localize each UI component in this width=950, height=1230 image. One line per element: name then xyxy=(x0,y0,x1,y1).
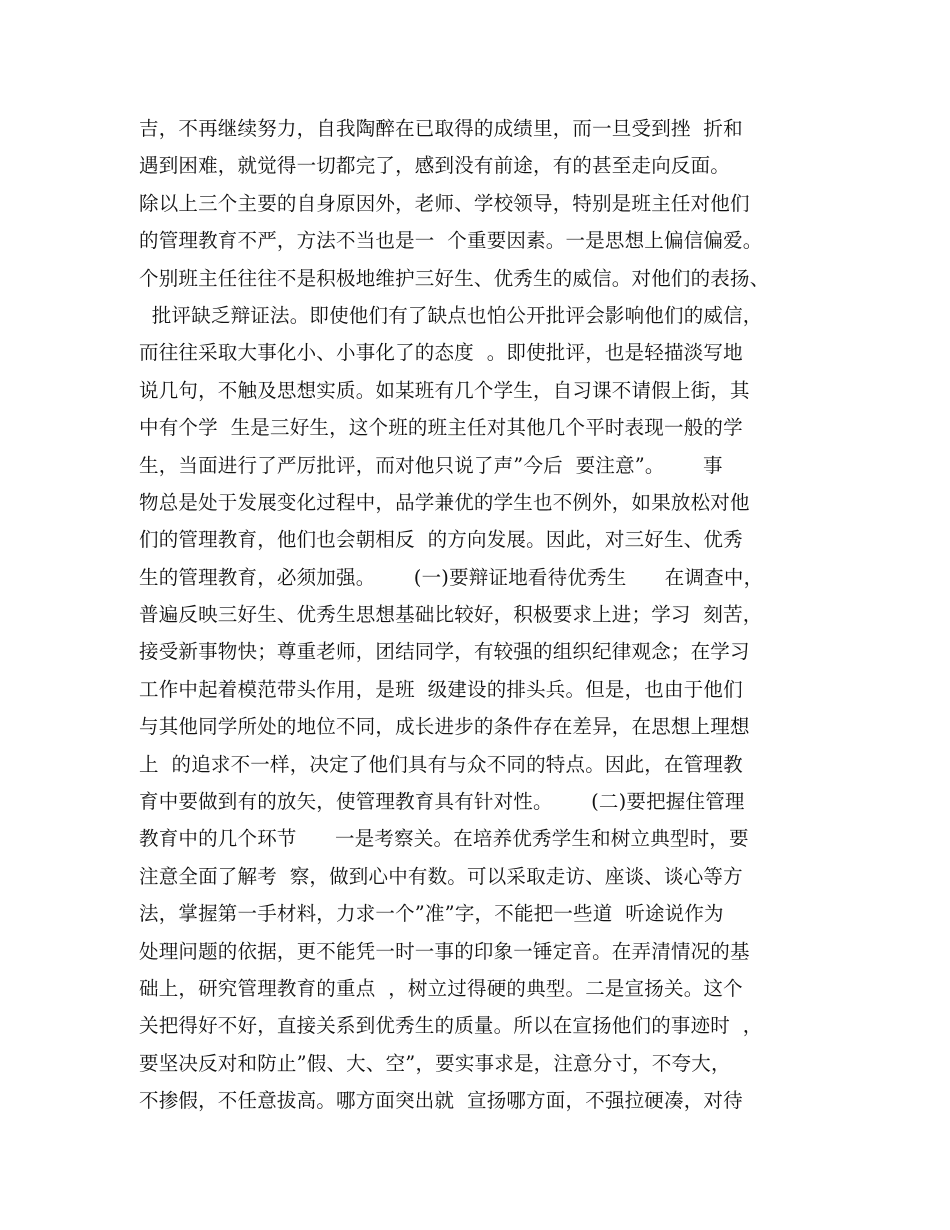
text-line: 物总是处于发展变化过程中，品学兼优的学生也不例外，如果放松对他 xyxy=(139,490,750,514)
text-line: 说几句，不触及思想实质。如某班有几个学生，自习课不请假上街，其 xyxy=(139,378,750,402)
text-line: 生，当面进行了严厉批评，而对他只说了声”今后 要注意”。 事 xyxy=(139,453,723,477)
text-line: 上 的追求不一样，决定了他们具有与众不同的特点。因此，在管理教 xyxy=(139,752,743,776)
text-line: 们的管理教育，他们也会朝相反 的方向发展。因此，对三好生、优秀 xyxy=(139,528,743,552)
text-line: 的管理教育不严，方法不当也是一 个重要因素。一是思想上偏信偏爱。 xyxy=(139,229,763,253)
text-line: 育中要做到有的放矢，使管理教育具有针对性。 (二)要把握住管理 xyxy=(139,790,745,814)
text-line: 不掺假，不任意拔高。哪方面突出就 宣扬哪方面，不强拉硬凑，对待 xyxy=(139,1089,743,1113)
text-line: 要坚决反对和防止”假、大、空”，要实事求是，注意分寸，不夸大， xyxy=(139,1051,731,1075)
text-line: 教育中的几个环节 一是考察关。在培养优秀学生和树立典型时，要 xyxy=(139,827,749,851)
text-line: 接受新事物快；尊重老师，团结同学，有较强的组织纪律观念；在学习 xyxy=(139,640,750,664)
text-line: 遇到困难，就觉得一切都完了，感到没有前途，有的甚至走向反面。 xyxy=(139,154,731,178)
text-line: 吉，不再继续努力，自我陶醉在已取得的成绩里，而一旦受到挫 折和 xyxy=(139,117,743,140)
text-line: 础上，研究管理教育的重点 ，树立过得硬的典型。二是宣扬关。这个 xyxy=(139,976,743,1000)
text-line: 处理问题的依据，更不能凭一时一事的印象一锤定音。在弄清情况的基 xyxy=(139,939,750,963)
text-line: 注意全面了解考 察，做到心中有数。可以采取走访、座谈、谈心等方 xyxy=(139,864,743,888)
text-line: 除以上三个主要的自身原因外，老师、学校领导，特别是班主任对他们 xyxy=(139,191,750,215)
text-line: 批评缺乏辩证法。即使他们有了缺点也怕公开批评会影响他们的威信， xyxy=(139,303,763,327)
text-line: 而往往采取大事化小、小事化了的态度 。即使批评，也是轻描淡写地 xyxy=(139,341,743,365)
text-line: 普遍反映三好生、优秀生思想基础比较好，积极要求上进；学习 刻苦， xyxy=(139,603,763,627)
text-line: 中有个学 生是三好生，这个班的班主任对其他几个平时表现一般的学 xyxy=(139,416,743,440)
text-line: 生的管理教育，必须加强。 (一)要辩证地看待优秀生 在调查中， xyxy=(139,565,764,589)
text-line: 工作中起着模范带头作用，是班 级建设的排头兵。但是，也由于他们 xyxy=(139,677,743,701)
body-text xyxy=(139,110,829,1120)
text-line: 与其他同学所处的地位不同，成长进步的条件存在差异，在思想上理想 xyxy=(139,715,750,739)
text-line: 法，掌握第一手材料，力求一个”准”字，不能把一些道 听途说作为 xyxy=(139,902,724,926)
text-line: 关把得好不好，直接关系到优秀生的质量。所以在宣扬他们的事迹时 ， xyxy=(139,1014,763,1038)
text-line: 个别班主任往往不是积极地维护三好生、优秀生的威信。对他们的表扬、 xyxy=(139,266,770,290)
